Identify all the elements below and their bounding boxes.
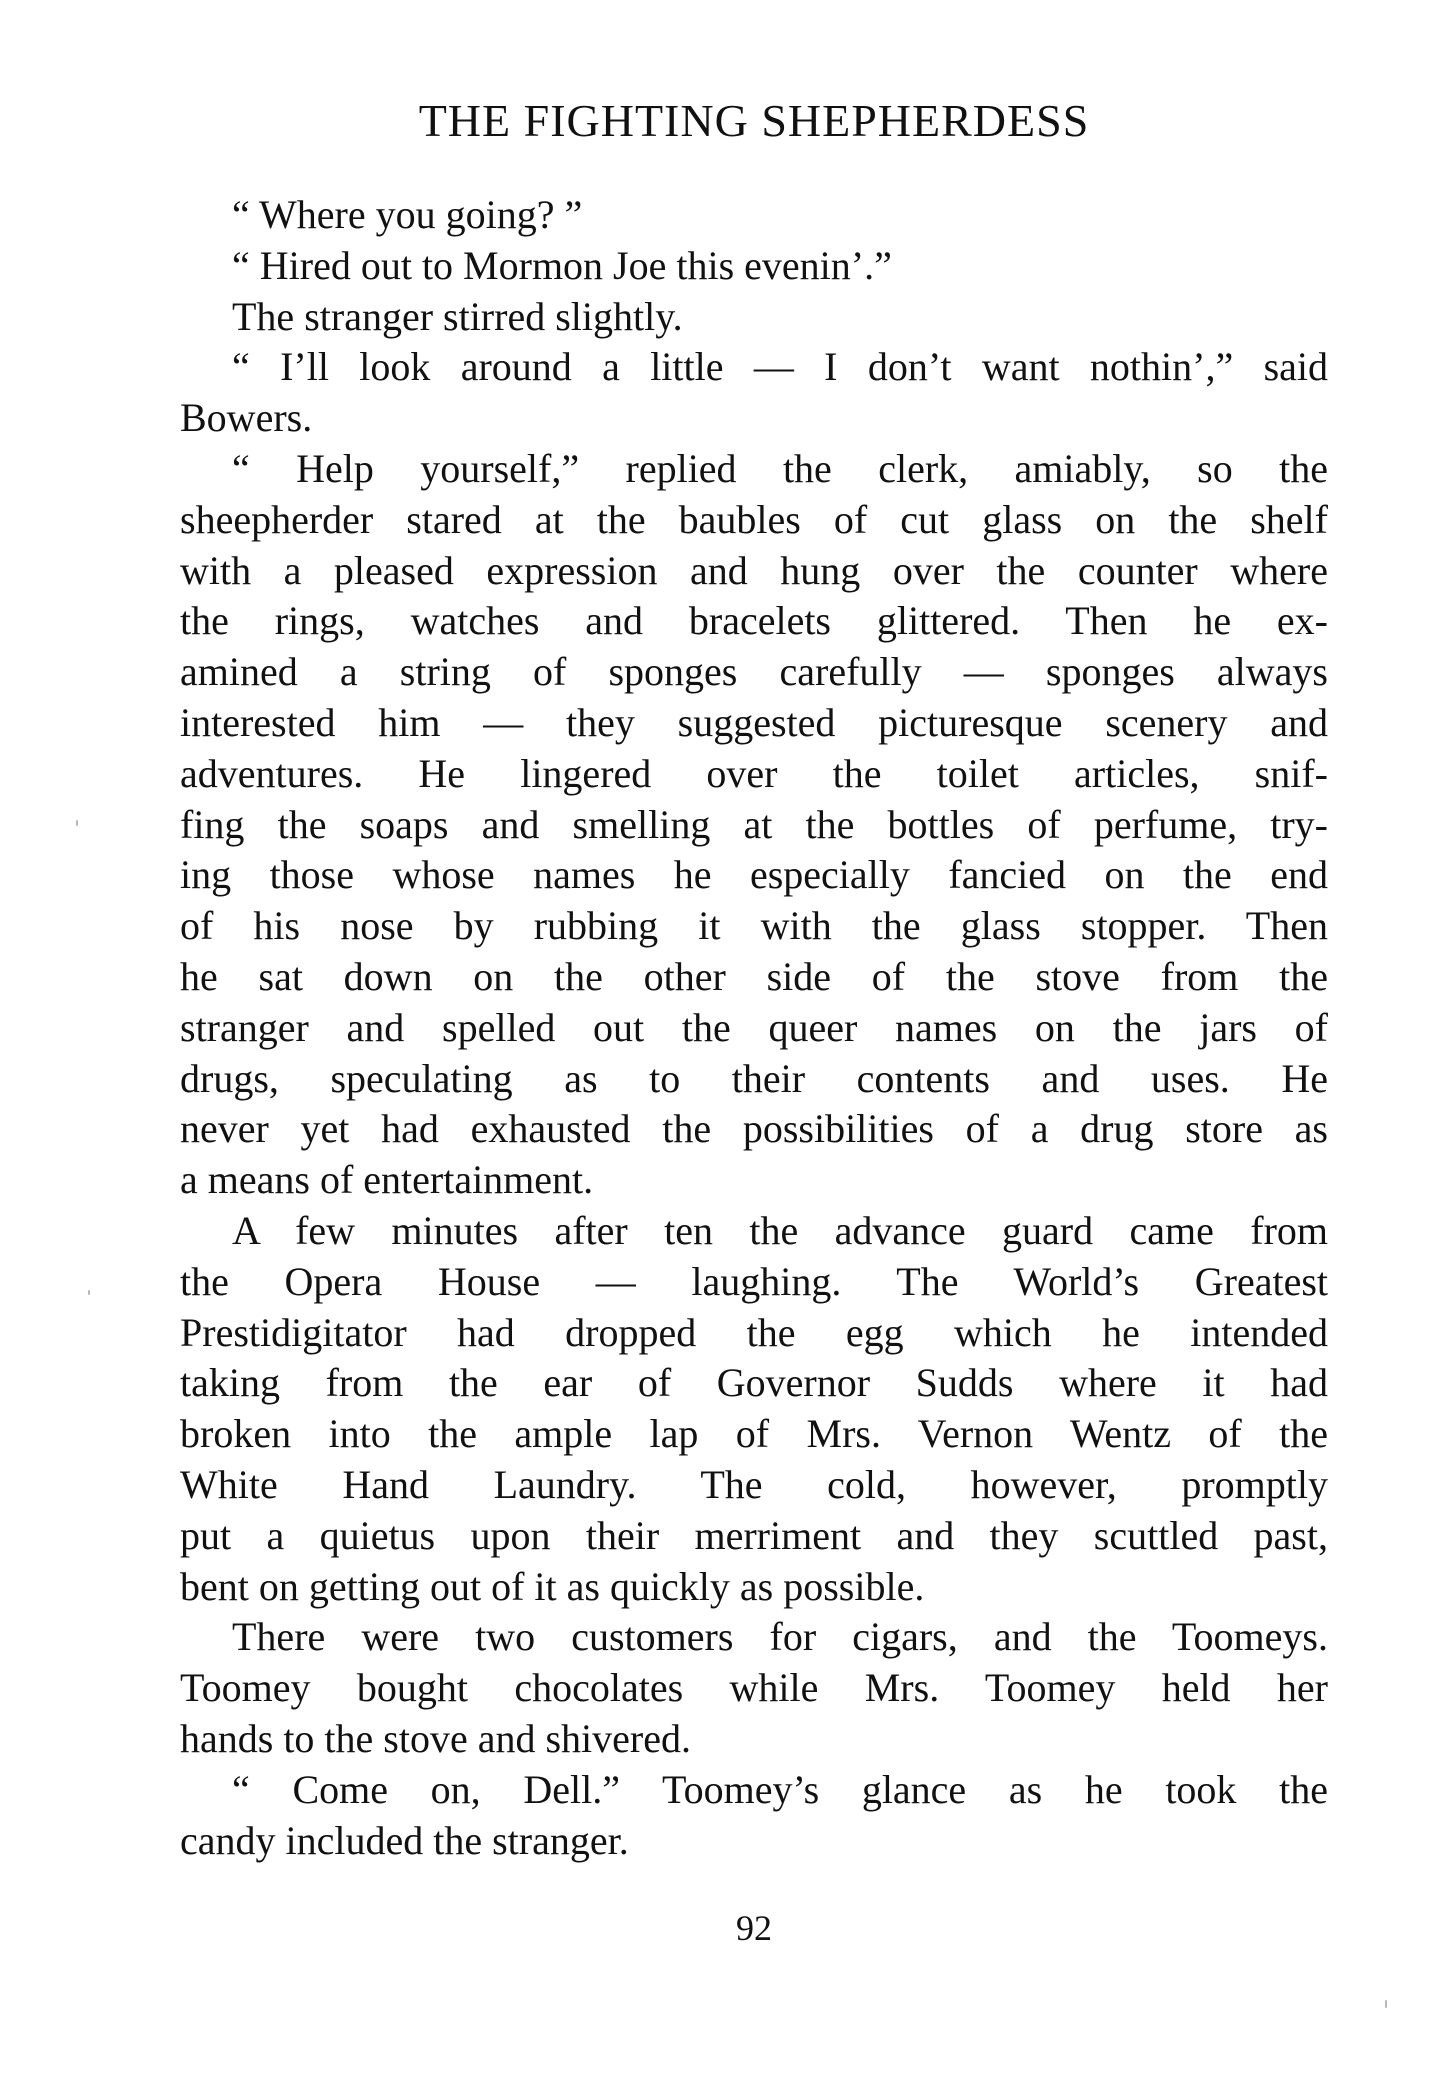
text-line: A few minutes after ten the advance guard came from xyxy=(232,1207,1328,1253)
text-line: of his nose by rubbing it with the glass stopper. Then xyxy=(180,903,1328,949)
text-line: the rings, watches and bracelets glittered. Then he ex- xyxy=(180,598,1328,644)
text-line: with a pleased expression and hung over the counter where xyxy=(180,547,1328,593)
text-line: fing the soaps and smelling at the bottles of perfume, try- xyxy=(180,801,1328,847)
text-line: candy included the stranger. xyxy=(180,1817,629,1863)
scan-speck xyxy=(1385,2000,1387,2008)
text-line: broken into the ample lap of Mrs. Vernon Wentz of the xyxy=(180,1411,1328,1457)
text-line: the Opera House — laughing. The World’s Greatest xyxy=(180,1258,1328,1304)
text-line: drugs, speculating as to their contents and uses. He xyxy=(180,1055,1328,1101)
text-line: Bowers. xyxy=(180,395,313,441)
text-line: stranger and spelled out the queer names on the jars of xyxy=(180,1004,1328,1050)
text-line: amined a string of sponges carefully — sponges always xyxy=(180,649,1328,695)
scan-speck xyxy=(88,1290,90,1295)
text-line: interested him — they suggested picturesque scenery and xyxy=(180,699,1328,745)
text-line: bent on getting out of it as quickly as possible. xyxy=(180,1563,925,1609)
scan-speck xyxy=(76,820,78,826)
running-head: THE FIGHTING SHEPHERDESS xyxy=(418,95,1090,146)
text-line: There were two customers for cigars, and the Toomeys. xyxy=(232,1614,1328,1660)
text-line: “ Come on, Dell.” Toomey’s glance as he took the xyxy=(232,1766,1328,1812)
text-line: The stranger stirred slightly. xyxy=(232,293,683,339)
text-line: hands to the stove and shivered. xyxy=(180,1715,691,1761)
text-line: sheepherder stared at the baubles of cut glass on the shelf xyxy=(180,496,1328,542)
text-line: Prestidigitator had dropped the egg which he intended xyxy=(180,1309,1328,1355)
text-line: ing those whose names he especially fancied on the end xyxy=(180,852,1328,898)
text-line: a means of entertainment. xyxy=(180,1157,594,1203)
text-line: “ Help yourself,” replied the clerk, amiably, so the xyxy=(232,445,1328,491)
text-line: never yet had exhausted the possibilities of a drug store as xyxy=(180,1106,1328,1152)
body-text xyxy=(180,190,1328,1866)
text-line: adventures. He lingered over the toilet articles, snif- xyxy=(180,750,1328,796)
text-line: Toomey bought chocolates while Mrs. Toomey held her xyxy=(180,1665,1328,1711)
text-line: he sat down on the other side of the stove from the xyxy=(180,953,1328,999)
text-line: White Hand Laundry. The cold, however, promptly xyxy=(180,1461,1328,1507)
text-line: “ Where you going? ” xyxy=(232,192,583,237)
text-line: “ Hired out to Mormon Joe this evenin’.” xyxy=(232,242,892,288)
text-line: “ I’ll look around a little — I don’t want nothin’,” said xyxy=(232,344,1328,390)
page-number: 92 xyxy=(736,1908,772,1948)
text-line: taking from the ear of Governor Sudds where it had xyxy=(180,1360,1328,1406)
text-line: put a quietus upon their merriment and they scuttled past, xyxy=(180,1512,1328,1558)
